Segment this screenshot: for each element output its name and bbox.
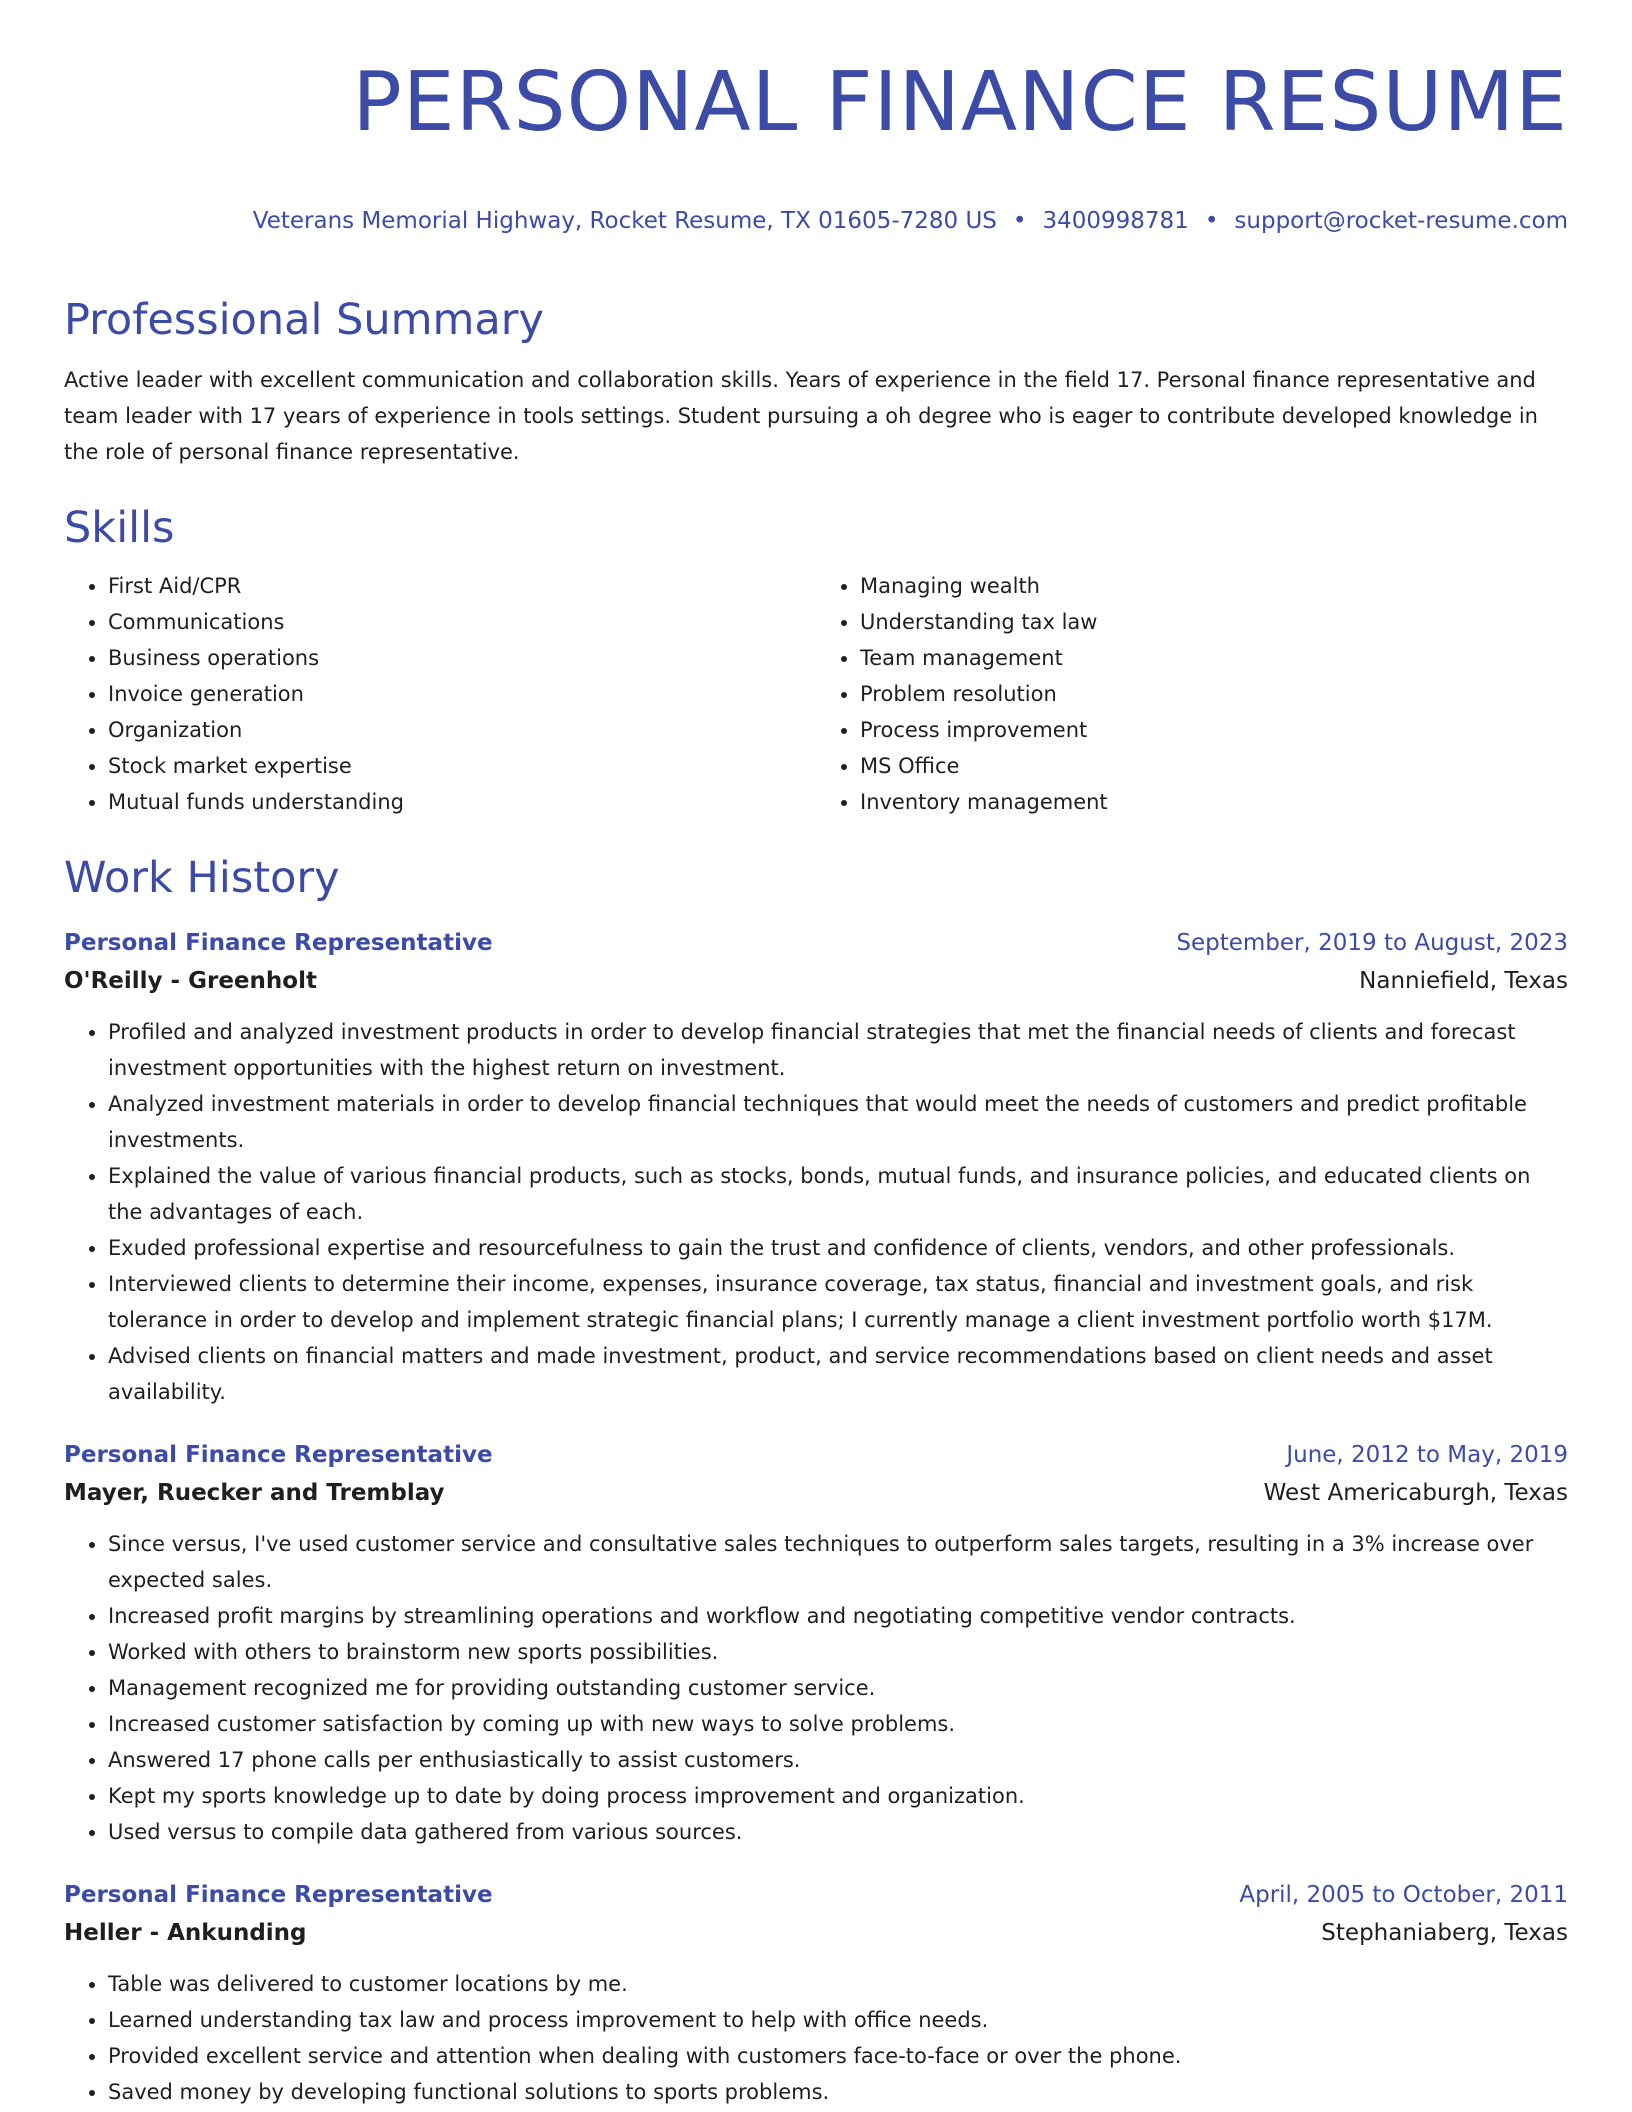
job-company-row xyxy=(64,1474,1568,1512)
job-bullets xyxy=(64,1014,1568,1410)
job-bullet: • Profiled and analyzed investment products in order to develop financial strategies that met the financial needs of clients and forecast investment opportunities with the highest return on investment. xyxy=(108,1014,1568,1086)
job-bullet: • Increased profit margins by streamlining operations and workflow and negotiating competitive vendor contracts. xyxy=(108,1598,1568,1634)
skill-item: • First Aid/CPR xyxy=(108,568,816,604)
skill-item: • Communications xyxy=(108,604,816,640)
job-dates: June, 2012 to May, 2019 xyxy=(1286,1442,1568,1468)
job-title: Personal Finance Representative xyxy=(64,930,493,956)
job-bullet: • Exuded professional expertise and resourcefulness to gain the trust and confidence of clients, vendors, and other professionals. xyxy=(108,1230,1568,1266)
job-bullet: • Worked with others to brainstorm new sports possibilities. xyxy=(108,1634,1568,1670)
contact-separator: • xyxy=(1012,208,1027,234)
job-location: West Americaburgh, Texas xyxy=(1263,1480,1568,1506)
job-bullet: • Provided excellent service and attention when dealing with customers face-to-face or over the phone. xyxy=(108,2038,1568,2074)
job-bullet: • Explained the value of various financial products, such as stocks, bonds, mutual funds, and insurance policies, and educated clients on the advantages of each. xyxy=(108,1158,1568,1230)
work-history-heading: Work History xyxy=(64,853,340,903)
skill-item: • Organization xyxy=(108,712,816,748)
job-company: Heller - Ankunding xyxy=(64,1920,307,1946)
skills-list xyxy=(64,568,1568,820)
job-bullet: • Used versus to compile data gathered from various sources. xyxy=(108,1814,1568,1850)
skills-column-right xyxy=(816,568,1568,820)
skill-item: • Problem resolution xyxy=(860,676,1568,712)
job-bullet: • Learned understanding tax law and process improvement to help with office needs. xyxy=(108,2002,1568,2038)
skill-item: • Process improvement xyxy=(860,712,1568,748)
job-bullet: • Kept my sports knowledge up to date by doing process improvement and organization. xyxy=(108,1778,1568,1814)
contact-separator: • xyxy=(1204,208,1219,234)
contact-email[interactable]: support@rocket-resume.com xyxy=(1234,208,1568,234)
job-company: O'Reilly - Greenholt xyxy=(64,968,317,994)
job-bullet: • Table was delivered to customer locations by me. xyxy=(108,1966,1568,2002)
job-company-row xyxy=(64,962,1568,1000)
summary-heading: Professional Summary xyxy=(64,295,544,345)
job-company-row xyxy=(64,1914,1568,1952)
job-entry xyxy=(64,1436,1568,1850)
job-entry xyxy=(64,924,1568,1410)
job-title-row xyxy=(64,924,1568,962)
skills-column-left xyxy=(64,568,816,820)
job-bullet: • Saved money by developing functional solutions to sports problems. xyxy=(108,2074,1568,2110)
skill-item: • MS Office xyxy=(860,748,1568,784)
skill-item: • Stock market expertise xyxy=(108,748,816,784)
skill-item: • Team management xyxy=(860,640,1568,676)
job-bullet: • Answered 17 phone calls per enthusiastically to assist customers. xyxy=(108,1742,1568,1778)
job-location: Stephaniaberg, Texas xyxy=(1321,1920,1568,1946)
skill-item: • Mutual funds understanding xyxy=(108,784,816,820)
summary-text: Active leader with excellent communication and collaboration skills. Years of experience in the field 17. Personal finance representative and team leader with 17 years of experience in tools settings. Student pursuing a oh degree who is eager to contribute developed knowledge in the role of personal finance representative. xyxy=(64,368,1538,464)
job-entry xyxy=(64,1876,1568,2110)
skill-item: • Managing wealth xyxy=(860,568,1568,604)
job-dates: September, 2019 to August, 2023 xyxy=(1176,930,1568,956)
resume-name: PERSONAL FINANCE RESUME xyxy=(352,55,1568,150)
contact-line xyxy=(64,206,1568,236)
job-title: Personal Finance Representative xyxy=(64,1882,493,1908)
job-bullet: • Interviewed clients to determine their income, expenses, insurance coverage, tax status, financial and investment goals, and risk tolerance in order to develop and implement strategic financial plans; I currently manage a client investment portfolio worth $17M. xyxy=(108,1266,1568,1338)
job-bullet: • Since versus, I've used customer service and consultative sales techniques to outperform sales targets, resulting in a 3% increase over expected sales. xyxy=(108,1526,1568,1598)
job-location: Nanniefield, Texas xyxy=(1359,968,1568,994)
job-bullet: • Analyzed investment materials in order to develop financial techniques that would meet the needs of customers and predict profitable investments. xyxy=(108,1086,1568,1158)
skills-heading: Skills xyxy=(64,503,175,553)
job-bullet: • Increased customer satisfaction by coming up with new ways to solve problems. xyxy=(108,1706,1568,1742)
job-bullets xyxy=(64,1526,1568,1850)
skill-item: • Inventory management xyxy=(860,784,1568,820)
job-dates: April, 2005 to October, 2011 xyxy=(1239,1882,1568,1908)
skill-item: • Understanding tax law xyxy=(860,604,1568,640)
resume-header xyxy=(64,0,1568,236)
job-title: Personal Finance Representative xyxy=(64,1442,493,1468)
skill-item: • Invoice generation xyxy=(108,676,816,712)
skill-item: • Business operations xyxy=(108,640,816,676)
job-title-row xyxy=(64,1436,1568,1474)
job-bullet: • Management recognized me for providing outstanding customer service. xyxy=(108,1670,1568,1706)
contact-phone: 3400998781 xyxy=(1042,208,1189,234)
job-title-row xyxy=(64,1876,1568,1914)
job-company: Mayer, Ruecker and Tremblay xyxy=(64,1480,445,1506)
job-bullets xyxy=(64,1966,1568,2110)
job-bullet: • Advised clients on financial matters and made investment, product, and service recommendations based on client needs and asset availability. xyxy=(108,1338,1568,1410)
contact-address: Veterans Memorial Highway, Rocket Resume, TX 01605-7280 US xyxy=(252,208,997,234)
